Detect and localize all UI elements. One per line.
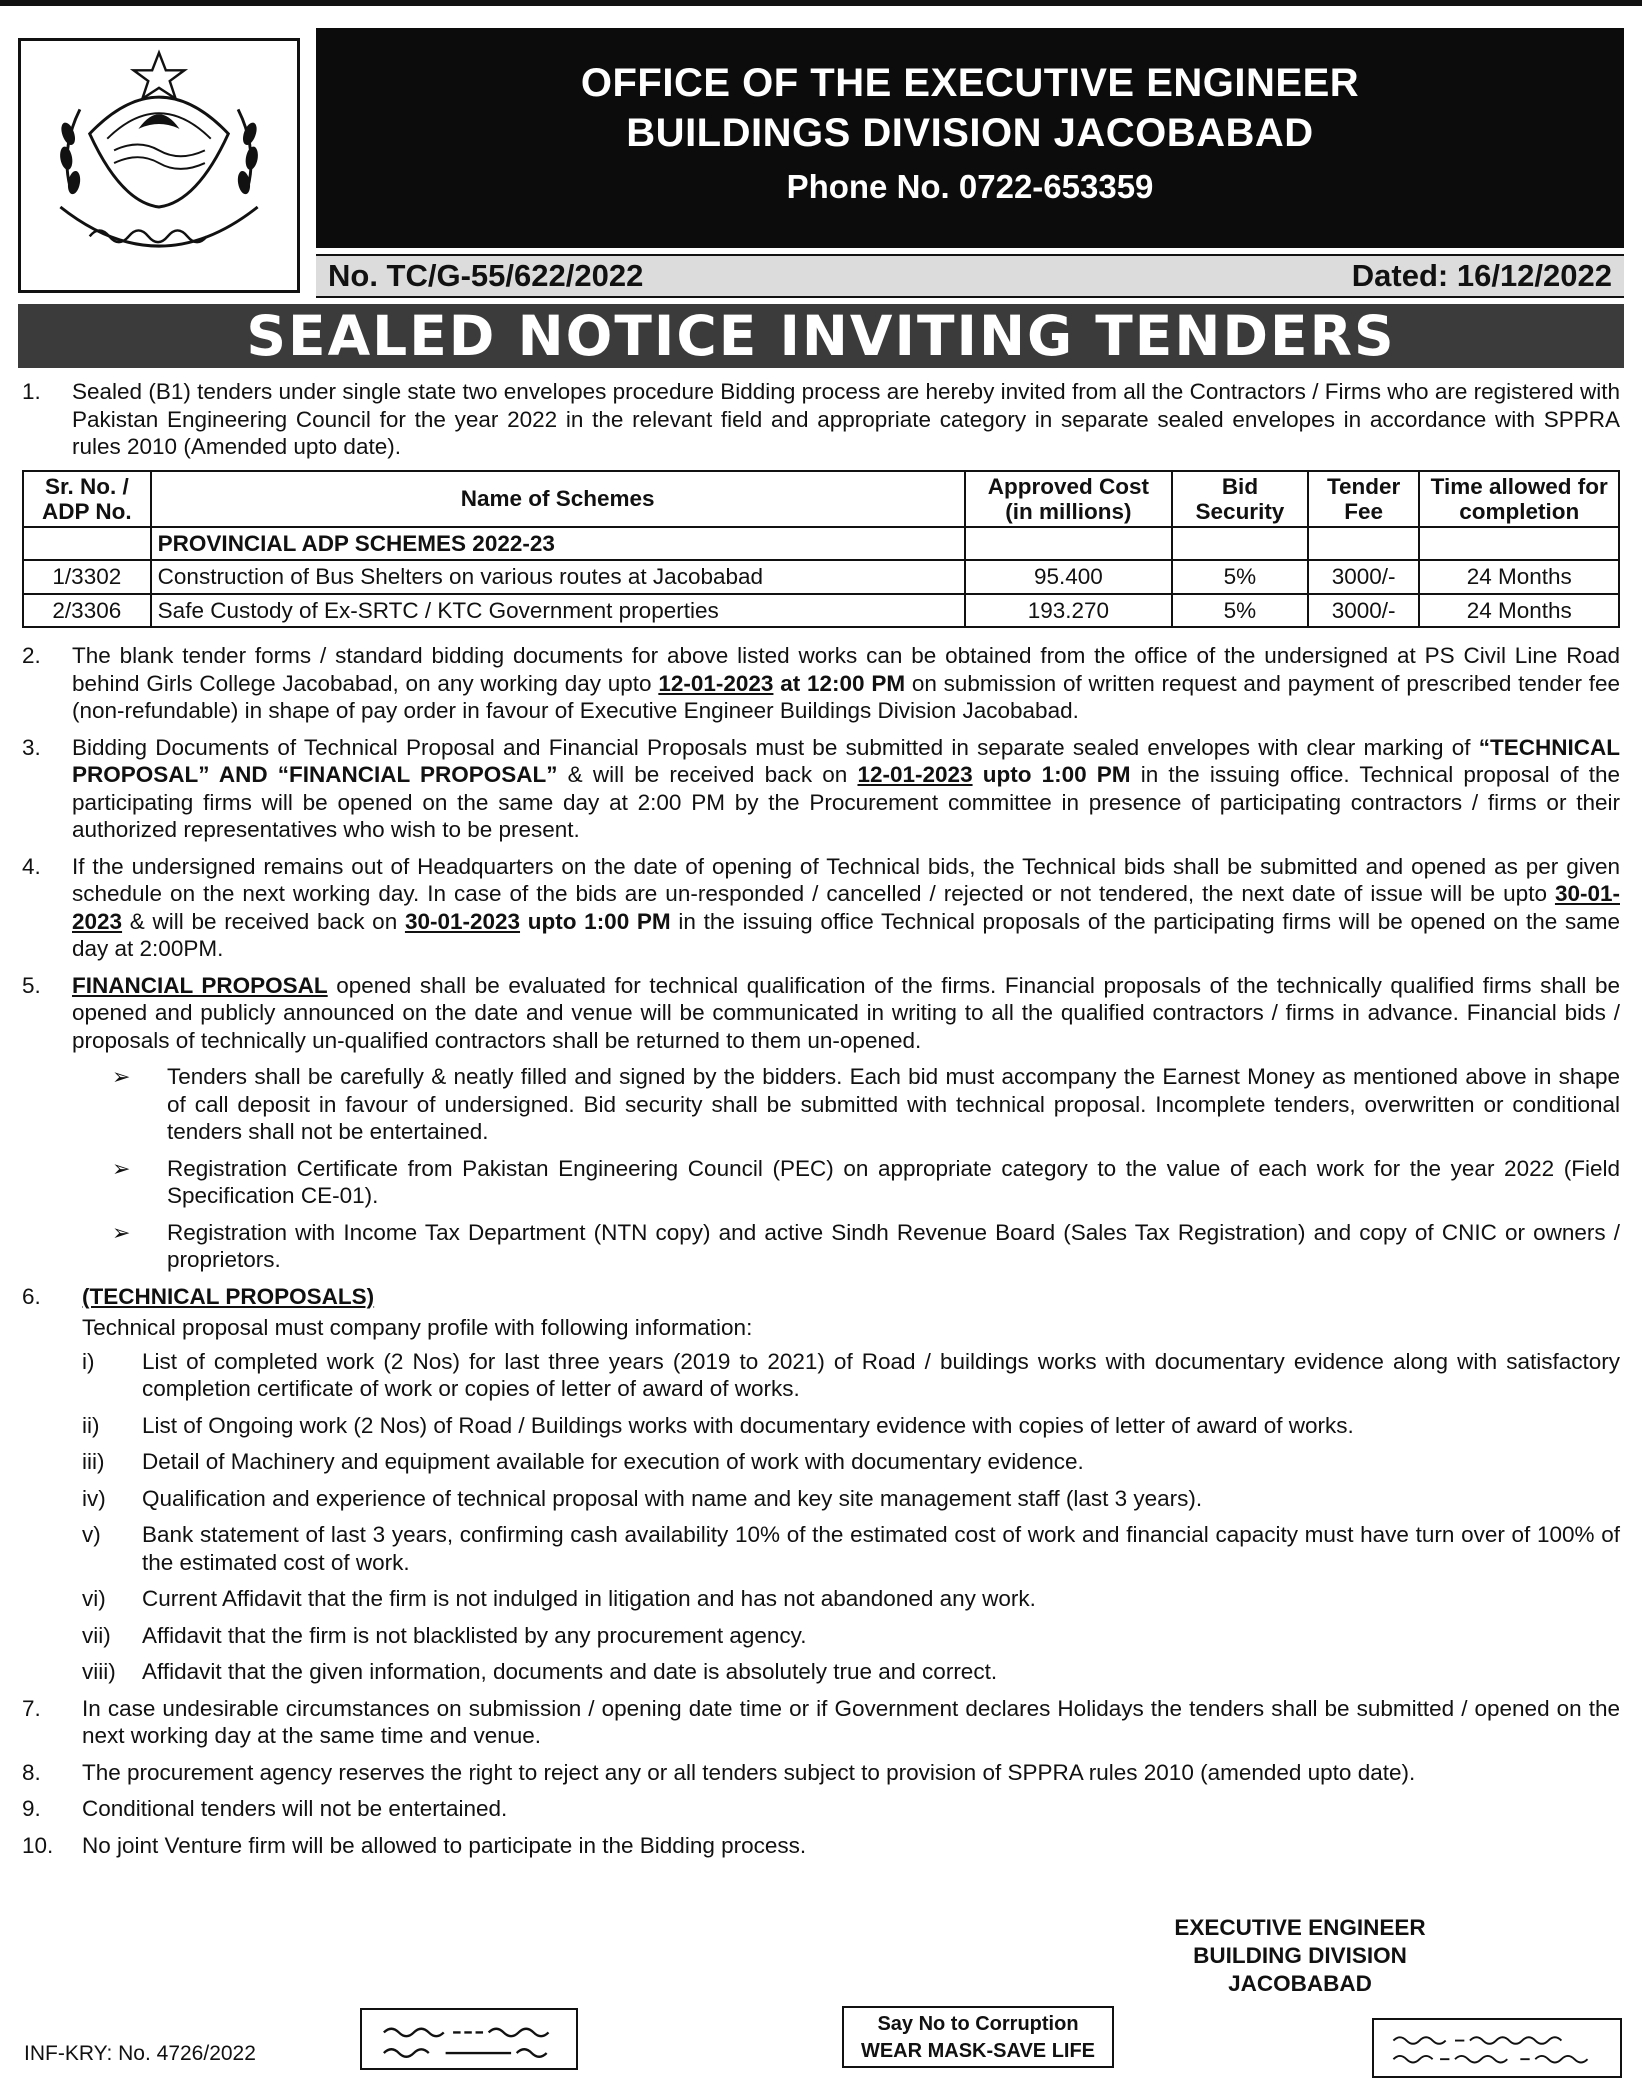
anti-corruption-box [842,2006,1114,2068]
paragraph-text: in the issuing office Technical proposals of the participating firms will be opened on the same day at 2:00PM. [72,908,1621,961]
list-item: viii) Affidavit that the given information, documents and date is absolutely true and correct. [82,1659,998,1684]
requirements-list [112,1063,1620,1274]
table-row [23,560,1619,594]
paragraph-number: 7. [22,1695,41,1721]
cell-scheme-name: Safe Custody of Ex-SRTC / KTC Government properties [151,594,965,628]
reference-row [316,254,1624,298]
notice-title: SEALED NOTICE INVITING TENDERS [18,304,1624,368]
paragraph-text: The procurement agency reserves the right to reject any or all tenders subject to provision of SPPRA rules 2010 (amended upto date). [82,1759,1416,1785]
list-item: iii) Detail of Machinery and equipment available for execution of work with documentary evidence. [82,1449,1084,1474]
cell-sr-no: 2/3306 [23,594,151,628]
resubmission-date: 30-01-2023 [404,908,521,934]
signatory-division: BUILDING DIVISION [1193,1943,1407,1968]
col-header-completion-time: Time allowed for completion [1419,471,1619,527]
office-title-line-1: OFFICE OF THE EXECUTIVE ENGINEER [580,61,1360,105]
list-item: iv) Qualification and experience of technical proposal with name and key site management staff (last 3 years). [82,1485,1203,1511]
paragraph-1 [22,378,1620,461]
paragraph-text: Sealed (B1) tenders under single state two envelopes procedure Bidding process are hereby invited from all the Contractors / Firms who are registered with Pakistan Engineering Council for the year 2022 in the relevant field and appropriate category in separate sealed envelopes in accordance with SPPRA rules 2010 (Amended upto date). [72,379,1620,459]
office-banner [316,28,1624,248]
paragraph-4 [22,853,1620,963]
list-item: i) List of completed work (2 Nos) for last three years (2019 to 2021) of Road / buildings works with documentary evidence along with satisfactory completion certificate of work or copies of letter of award of works. [82,1348,1620,1401]
cell-completion-time: 24 Months [1419,594,1619,628]
paragraph-number: 2. [22,643,41,668]
list-item: vii) Affidavit that the firm is not blacklisted by any procurement agency. [82,1622,807,1648]
office-title-line-2: BUILDINGS DIVISION JACOBABAD [626,111,1314,155]
paragraph-number: 6. [22,1283,41,1309]
envelope-marking: “TECHNICAL PROPOSAL” AND “FINANCIAL PROPOSAL” [72,734,1620,787]
government-emblem-icon [18,38,300,293]
list-item [112,1063,1620,1146]
paragraph-text: & will be received back on [557,762,858,787]
reissue-date: 30-01-2023 [72,881,1620,934]
paragraph-number: 9. [22,1796,41,1821]
list-item-text: Registration with Income Tax Department (NTN copy) and active Sindh Revenue Board (Sales Tax Registration) and copy of CNIC or owners / proprietors. [167,1219,1620,1272]
cell-scheme-name: Construction of Bus Shelters on various routes at Jacobabad [151,560,965,594]
paragraph-number: 5. [22,972,41,998]
paragraph-text: on submission of written request and payment of prescribed tender fee (non-refundable) in shape of pay order in favour of Executive Engineer Buildings Division Jacobabad. [72,670,1620,723]
list-item: ii) List of Ongoing work (2 Nos) of Road / Buildings works with documentary evidence with copies of letter of award of works. [82,1412,1354,1438]
office-phone: Phone No. 0722-653359 [786,168,1154,205]
paragraph-number: 10. [22,1832,54,1858]
list-item: vi) Current Affidavit that the firm is not indulged in litigation and has not abandoned any work. [82,1586,1036,1611]
paragraph-text: Bidding Documents of Technical Proposal and Financial Proposals must be submitted in separate sealed envelopes with clear marking of [72,734,1479,760]
col-header-sr-no: Sr. No. / ADP No. [23,471,151,527]
paragraph-text: opened shall be evaluated for technical qualification of the firms. Financial proposals of the technically qualified firms shall be opened and publicly announced on the date and venue will be communicated in writing to all the qualified contractors / firms in advance. Financial bids / proposals of technically un-qualified contractors shall be returned to them un-opened. [72,972,1620,1053]
anti-corruption-slogan: Say No to Corruption [877,2013,1079,2035]
submission-date: 12-01-2023 [857,762,973,787]
list-item-text: Tenders shall be carefully & neatly filled and signed by the bidders. Each bid must accompany the Earnest Money as mentioned above in shape of call deposit in favour of undersigned. Bid security shall be submitted with technical proposal. Incomplete tenders, overwritten or conditional tenders shall not be entertained. [167,1064,1620,1144]
table-section-row [23,527,1619,561]
inf-reference: INF-KRY: No. 4726/2022 [24,2042,256,2065]
signatory-city: JACOBABAD [1228,1971,1372,1996]
schemes-table [22,470,1620,629]
paragraph-10 [22,1832,1620,1860]
col-header-scheme-name: Name of Schemes [151,471,965,527]
financial-proposal-heading: FINANCIAL PROPOSAL [72,972,328,998]
arrow-bullet-icon: ➢ [112,1064,131,1089]
submission-time: upto 1:00 PM [972,762,1131,787]
cell-tender-fee: 3000/- [1308,560,1420,594]
section-title: PROVINCIAL ADP SCHEMES 2022-23 [151,527,965,561]
table-header-row [23,471,1619,527]
paragraph-number: 1. [22,379,41,404]
cell-completion-time: 24 Months [1419,560,1619,594]
paragraph-5 [22,972,1620,1055]
reference-number: No. TC/G-55/622/2022 [328,258,644,293]
paragraph-3 [22,734,1620,844]
paragraph-text: in the issuing office. Technical proposal of the participating firms will be opened on the same day at 2:00 PM by the Procurement committee in presence of participating contractors / firms or their authorized representatives who wish to be present. [72,762,1621,842]
signature-block [1110,1914,1490,1998]
col-header-approved-cost: Approved Cost (in millions) [965,471,1172,527]
cell-approved-cost: 193.270 [965,594,1172,628]
cell-approved-cost: 95.400 [965,560,1172,594]
notice-header [18,28,1624,298]
cell-bid-security: 5% [1172,560,1308,594]
paragraph-text: No joint Venture firm will be allowed to participate in the Bidding process. [82,1832,807,1858]
list-item-text: Registration Certificate from Pakistan Engineering Council (PEC) on appropriate category to the value of each work for the year 2022 (Field Specification CE-01). [167,1155,1620,1208]
list-item [112,1155,1620,1210]
paragraph-text: In case undesirable circumstances on submission / opening date time or if Government declares Holidays the tenders shall be submitted / opened on the next working day at the same time and venue. [82,1695,1620,1748]
col-header-bid-security: Bid Security [1172,471,1308,527]
cell-sr-no: 1/3302 [23,560,151,594]
technical-requirements-list [22,1348,1620,1686]
technical-proposals-intro: Technical proposal must company profile with following information: [82,1315,753,1340]
paragraph-9 [22,1795,1620,1823]
paragraph-6 [22,1283,1620,1311]
paragraph-number: 4. [22,853,41,879]
issue-date: 12-01-2023 [658,670,774,696]
paragraph-7 [22,1695,1620,1750]
technical-proposals-heading: (TECHNICAL PROPOSALS) [82,1283,375,1309]
cell-bid-security: 5% [1172,594,1308,628]
paragraph-number: 8. [22,1759,41,1785]
issue-time: at 12:00 PM [773,670,906,696]
urdu-mask-slogan-icon [1372,2018,1622,2078]
paragraph-text: If the undersigned remains out of Headquarters on the date of opening of Technical bids, the Technical bids shall be submitted and opened as per given schedule on the next working day. In case of the bids are un-responded / cancelled / rejected or not tendered, the next date of issue will be upto [72,853,1620,906]
signatory-title: EXECUTIVE ENGINEER [1174,1915,1426,1940]
notice-body [22,378,1620,1868]
paragraph-text: Conditional tenders will not be entertained. [82,1796,508,1821]
paragraph-8 [22,1759,1620,1787]
paragraph-text: The blank tender forms / standard bidding documents for above listed works can be obtained from the office of the undersigned at PS Civil Line Road behind Girls College Jacobabad, on any working day upto [72,643,1620,696]
mask-slogan: WEAR MASK-SAVE LIFE [860,2040,1096,2062]
paragraph-number: 3. [22,734,41,760]
notice-date: Dated: 16/12/2022 [1351,258,1612,293]
paragraph-text: & will be received back on [122,908,405,934]
list-item [112,1219,1620,1274]
resubmission-time: upto 1:00 PM [520,908,671,934]
list-item: v) Bank statement of last 3 years, confirming cash availability 10% of the estimated cost of work and financial capacity must have turn over of 100% of the estimated cost of work. [82,1522,1620,1575]
col-header-tender-fee: Tender Fee [1308,471,1420,527]
urdu-slogan-stamp-icon [360,2008,578,2070]
cell-tender-fee: 3000/- [1308,594,1420,628]
table-row [23,594,1619,628]
paragraph-2 [22,642,1620,725]
arrow-bullet-icon: ➢ [112,1155,131,1181]
arrow-bullet-icon: ➢ [112,1219,131,1245]
